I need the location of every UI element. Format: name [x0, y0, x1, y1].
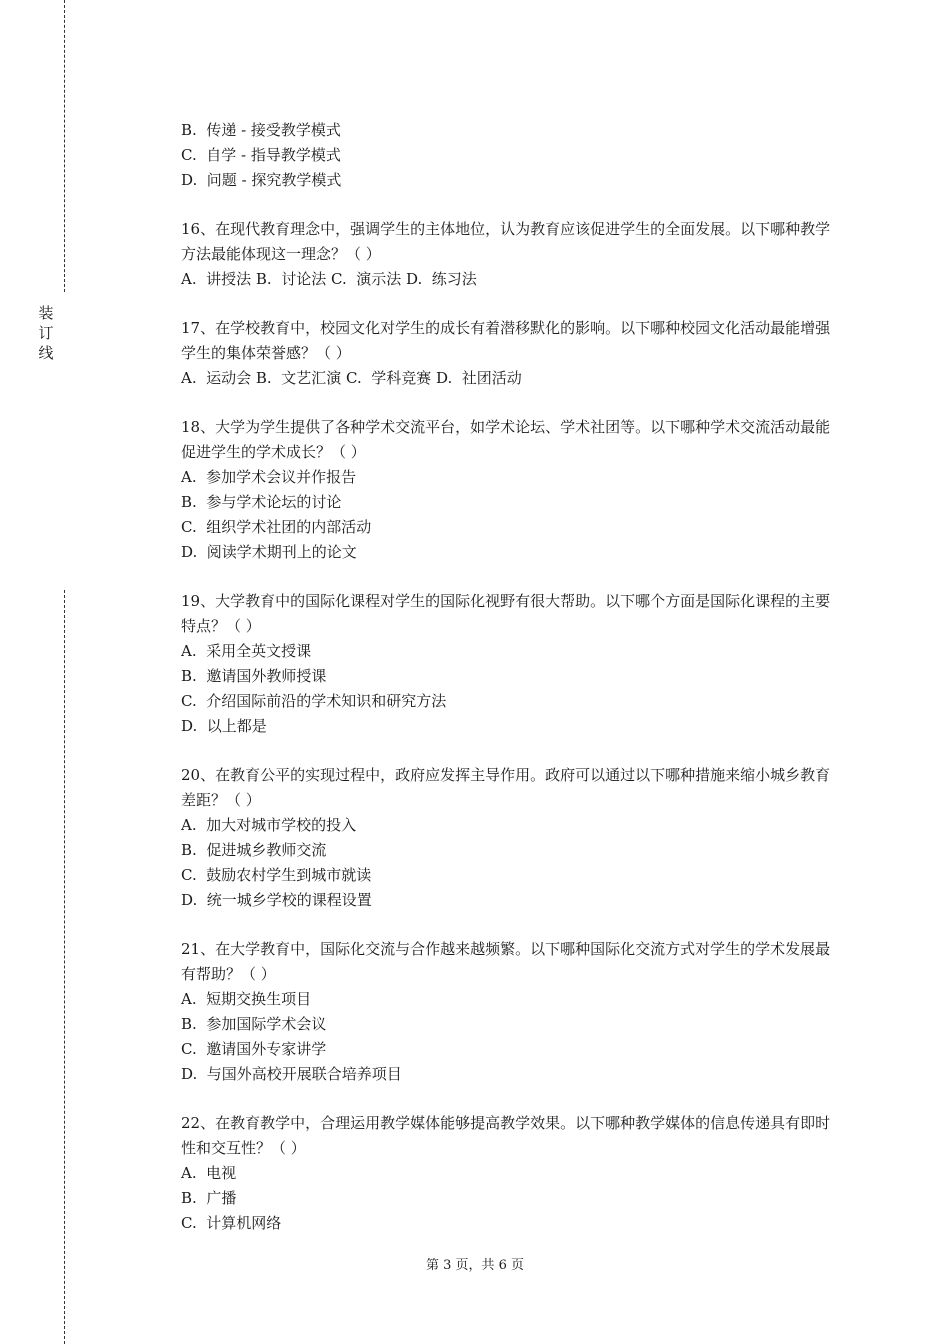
option: A. 加大对城市学校的投入	[181, 816, 357, 834]
question-16	[181, 217, 841, 292]
option: B. 邀请国外教师授课	[181, 667, 327, 685]
question-stem: 19、大学教育中的国际化课程对学生的国际化视野有很大帮助。以下哪个方面是国际化课程的主要特点？（ ）	[181, 592, 831, 635]
option: B. 促进城乡教师交流	[181, 841, 327, 859]
binding-char: 装	[38, 304, 54, 322]
option: A. 参加学术会议并作报告	[181, 468, 357, 486]
binding-char: 订	[38, 324, 54, 342]
question-stem: 20、在教育公平的实现过程中，政府应发挥主导作用。政府可以通过以下哪种措施来缩小城乡教育差距？（ ）	[181, 766, 831, 809]
option: B. 广播	[181, 1189, 237, 1207]
option: D. 与国外高校开展联合培养项目	[181, 1065, 402, 1083]
option: A. 运动会 B. 文艺汇演 C. 学科竞赛 D. 社团活动	[181, 369, 522, 387]
option: A. 讲授法 B. 讨论法 C. 演示法 D. 练习法	[181, 270, 477, 288]
page-footer	[0, 1257, 950, 1275]
question-stem: 22、在教育教学中，合理运用教学媒体能够提高教学效果。以下哪种教学媒体的信息传递具有即时性和交互性？（ ）	[181, 1114, 831, 1157]
option: C. 邀请国外专家讲学	[181, 1040, 327, 1058]
question-stem: 16、在现代教育理念中，强调学生的主体地位，认为教育应该促进学生的全面发展。以下哪种教学方法最能体现这一理念？（ ）	[181, 220, 831, 263]
binding-dashed-line-bottom	[64, 590, 65, 1344]
option: C. 鼓励农村学生到城市就读	[181, 866, 372, 884]
question-22	[181, 1111, 841, 1236]
option: A. 电视	[181, 1164, 237, 1182]
question-stem: 18、大学为学生提供了各种学术交流平台，如学术论坛、学术社团等。以下哪种学术交流活动最能促进学生的学术成长？（ ）	[181, 418, 831, 461]
option: A. 采用全英文授课	[181, 642, 312, 660]
option: D. 以上都是	[181, 717, 267, 735]
option: C. 计算机网络	[181, 1214, 282, 1232]
option: B. 参与学术论坛的讨论	[181, 493, 342, 511]
question-17	[181, 316, 841, 391]
option: D. 问题 - 探究教学模式	[181, 171, 342, 189]
option: B. 传递 - 接受教学模式	[181, 121, 341, 139]
binding-dashed-line-top	[64, 0, 65, 292]
carryover-options	[181, 118, 841, 193]
question-19	[181, 589, 841, 739]
option: D. 统一城乡学校的课程设置	[181, 891, 372, 909]
option: C. 自学 - 指导教学模式	[181, 146, 341, 164]
binding-char: 线	[38, 344, 54, 362]
question-stem: 21、在大学教育中，国际化交流与合作越来越频繁。以下哪种国际化交流方式对学生的学术发展最有帮助？（ ）	[181, 940, 831, 983]
page-number: 第 3 页，共 6 页	[425, 1258, 525, 1273]
question-21	[181, 937, 841, 1087]
question-20	[181, 763, 841, 913]
question-18	[181, 415, 841, 565]
option: A. 短期交换生项目	[181, 990, 312, 1008]
option: C. 介绍国际前沿的学术知识和研究方法	[181, 692, 447, 710]
exam-content	[181, 118, 841, 1236]
option: D. 阅读学术期刊上的论文	[181, 543, 357, 561]
binding-label	[36, 303, 56, 363]
question-stem: 17、在学校教育中，校园文化对学生的成长有着潜移默化的影响。以下哪种校园文化活动最能增强学生的集体荣誉感？（ ）	[181, 319, 831, 362]
option: B. 参加国际学术会议	[181, 1015, 327, 1033]
option: C. 组织学术社团的内部活动	[181, 518, 372, 536]
